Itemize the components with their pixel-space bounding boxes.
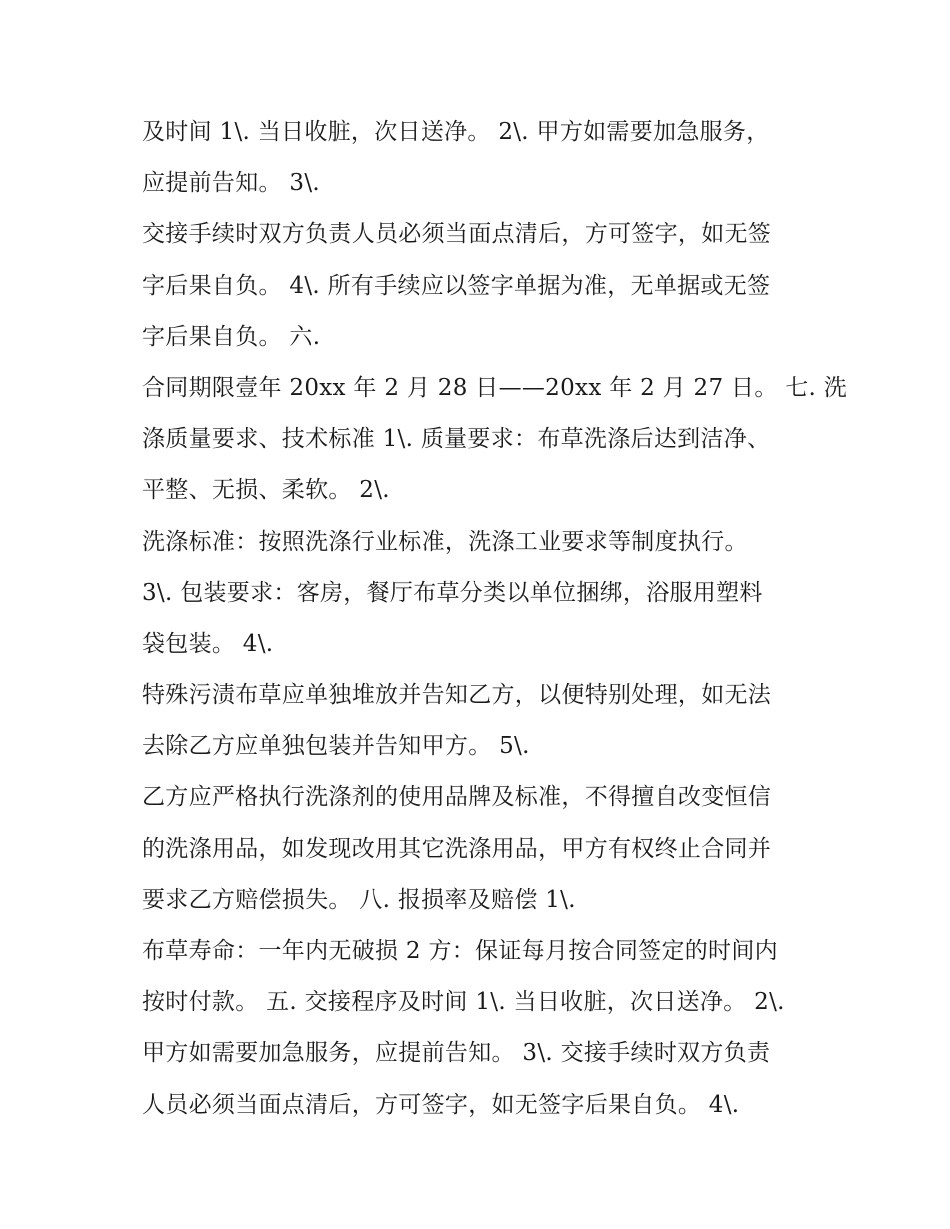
text-line: 要求乙方赔偿损失。 八. 报损率及赔偿 1\. xyxy=(142,886,576,913)
text-line: 应提前告知。 3\. xyxy=(142,170,321,197)
text-line: 涤质量要求、技术标准 1\. 质量要求：布草洗涤后达到洁净、 xyxy=(142,426,771,453)
text-line: 字后果自负。 六. xyxy=(142,323,321,350)
text-line: 3\. 包装要求：客房，餐厅布草分类以单位捆绑，浴服用塑料 xyxy=(142,579,763,606)
text-line: 特殊污渍布草应单独堆放并告知乙方，以便特别处理，如无法 xyxy=(142,682,772,709)
text-line: 平整、无损、柔软。 2\. xyxy=(142,477,390,504)
text-line: 交接手续时双方负责人员必须当面点清后，方可签字，如无签 xyxy=(142,221,772,248)
text-line: 甲方如需要加急服务，应提前告知。 3\. 交接手续时双方负责 xyxy=(142,1040,771,1067)
text-line: 去除乙方应单独包装并告知甲方。 5\. xyxy=(142,733,530,760)
text-line: 的洗涤用品，如发现改用其它洗涤用品，甲方有权终止合同并 xyxy=(142,835,772,862)
text-line: 及时间 1\. 当日收脏，次日送净。 2\. 甲方如需要加急服务， xyxy=(142,119,770,145)
text-line: 洗涤标准：按照洗涤行业标准，洗涤工业要求等制度执行。 xyxy=(142,528,748,555)
text-line: 布草寿命：一年内无破损 2 方：保证每月按合同签定的时间内 xyxy=(142,938,778,964)
text-line: 人员必须当面点清后，方可签字，如无签字后果自负。 4\. xyxy=(142,1091,740,1118)
text-line: 合同期限壹年 20xx 年 2 月 28 日——20xx 年 2 月 27 日。 七. 洗 xyxy=(142,374,848,401)
text-line: 字后果自负。 4\. 所有手续应以签字单据为准，无单据或无签 xyxy=(142,272,771,299)
document-body xyxy=(142,107,848,1131)
text-line: 按时付款。 五. 交接程序及时间 1\. 当日收脏，次日送净。 2\. xyxy=(142,989,785,1016)
text-line: 袋包装。 4\. xyxy=(142,630,274,657)
text-line: 乙方应严格执行洗涤剂的使用品牌及标准，不得擅自改变恒信 xyxy=(142,784,772,811)
